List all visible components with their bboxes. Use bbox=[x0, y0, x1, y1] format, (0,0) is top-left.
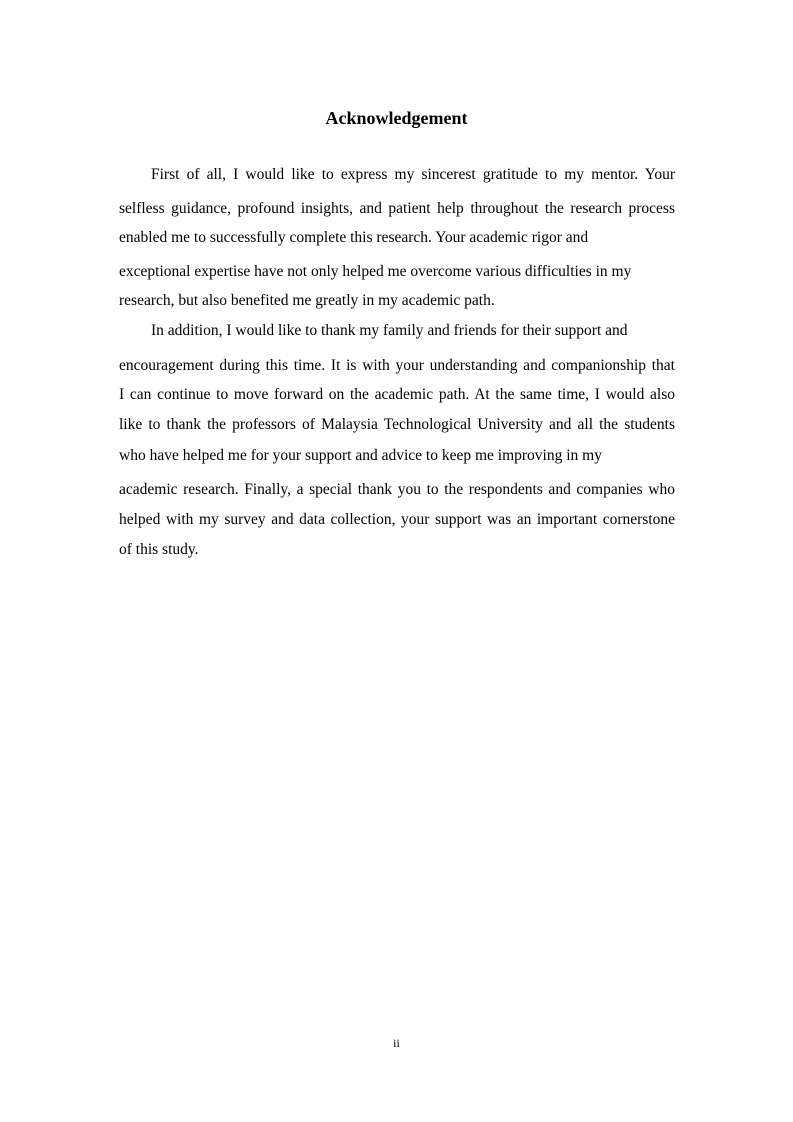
paragraph-1-line-1: First of all, I would like to express my sincerest gratitude to my mentor. Your bbox=[151, 166, 675, 183]
paragraph-1-line-2: selfless guidance, profound insights, and patient help throughout the research process bbox=[119, 200, 675, 217]
paragraph-2-line-8: of this study. bbox=[119, 541, 199, 558]
paragraph-1-line-3: enabled me to successfully complete this research. Your academic rigor and bbox=[119, 229, 589, 246]
paragraph-2-line-2: encouragement during this time. It is with your understanding and companionship that bbox=[119, 357, 675, 374]
paragraph-2-line-1: In addition, I would like to thank my family and friends for their support and bbox=[151, 322, 628, 339]
paragraph-1-line-5: research, but also benefited me greatly in my academic path. bbox=[119, 292, 495, 309]
paragraph-2-line-3: I can continue to move forward on the academic path. At the same time, I would also bbox=[119, 386, 675, 403]
page-title: Acknowledgement bbox=[325, 108, 468, 128]
paragraph-1-line-4: exceptional expertise have not only helped me overcome various difficulties in my bbox=[119, 263, 632, 280]
paragraph-2-line-4: like to thank the professors of Malaysia Technological University and all the students bbox=[119, 416, 675, 433]
paragraph-2-line-5: who have helped me for your support and advice to keep me improving in my bbox=[119, 447, 602, 464]
paragraph-2-line-7: helped with my survey and data collection, your support was an important cornerstone bbox=[119, 511, 675, 528]
page-number: ii bbox=[393, 1036, 400, 1050]
paragraph-2-line-6: academic research. Finally, a special thank you to the respondents and companies who bbox=[119, 481, 675, 498]
